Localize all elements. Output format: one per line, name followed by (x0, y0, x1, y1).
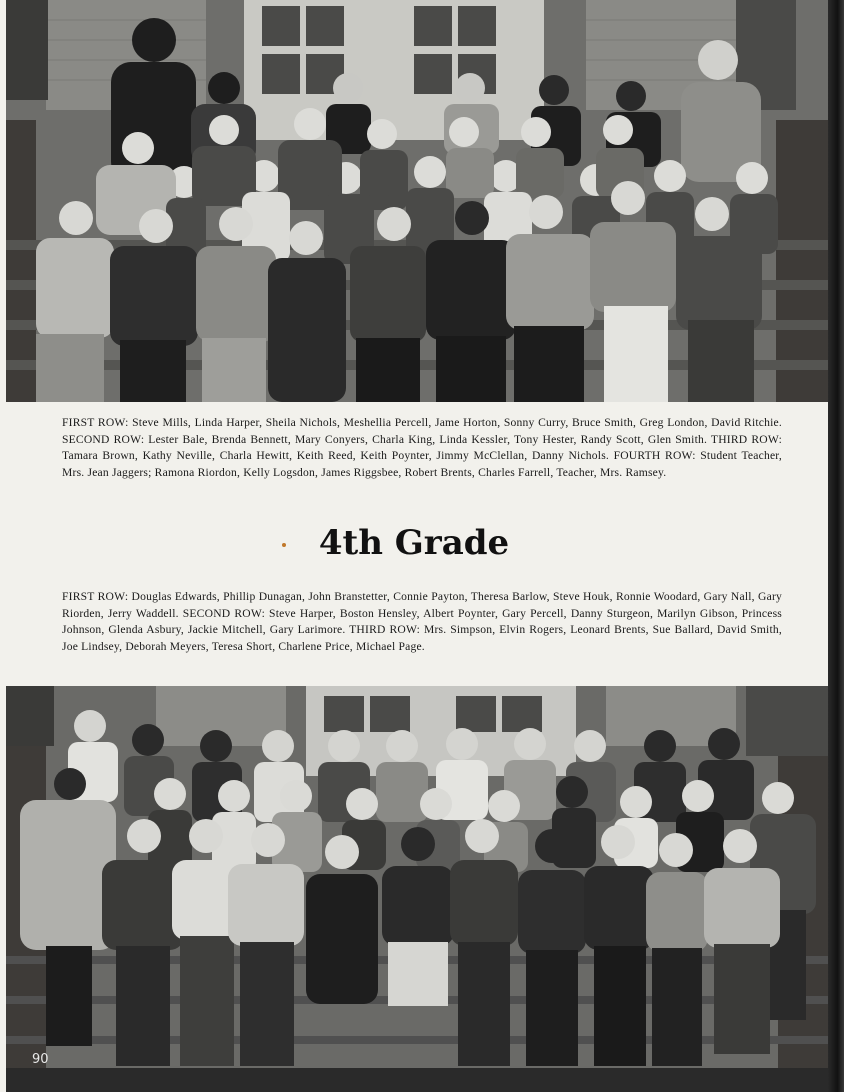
page-number: 90 (32, 1052, 49, 1067)
photo-caption-bottom: FIRST ROW: Douglas Edwards, Phillip Dunagan, John Branstetter, Connie Payton, Theresa Barlow, Steve Houk, Ronnie Woodard, Gary Nall, Gary Riorden, Jerry Waddell. SECOND ROW: Steve Harper, Boston Hensley, Albert Poynter, Gary Percell, Danny Sturgeon, Marilyn Gibson, Princess Johnson, Glenda Asbury, Jackie Mitchell, Gary Larimore. THIRD ROW: Mrs. Simpson, Elvin Rogers, Leonard Brents, Sue Ballard, David Smith, Joe Lindsey, Deborah Meyers, Teresa Short, Charlene Price, Michael Page. (62, 590, 782, 653)
page-binding-edge (828, 0, 844, 1092)
photo-illustration (6, 0, 828, 402)
class-photo-top (6, 0, 828, 402)
class-photo-bottom (6, 686, 828, 1092)
photo-illustration (6, 686, 828, 1092)
photo-caption-top: FIRST ROW: Steve Mills, Linda Harper, Sheila Nichols, Meshellia Percell, Jame Horton, Sonny Curry, Bruce Smith, Greg London, David Ritchie. SECOND ROW: Lester Bale, Brenda Bennett, Mary Conyers, Charla King, Linda Kessler, Tony Hester, Randy Scott, Glen Smith. THIRD ROW: Tamara Brown, Kathy Neville, Charla Hewitt, Keith Reed, Keith Poynter, Jimmy McClellan, Danny Nichols. FOURTH ROW: Student Teacher, Mrs. Jean Jaggers; Ramona Riordon, Kelly Logsdon, James Riggsbee, Robert Brents, Charles Farrell, Teacher, Mrs. Ramsey. (62, 416, 782, 479)
page-title: 4th Grade (318, 523, 510, 563)
